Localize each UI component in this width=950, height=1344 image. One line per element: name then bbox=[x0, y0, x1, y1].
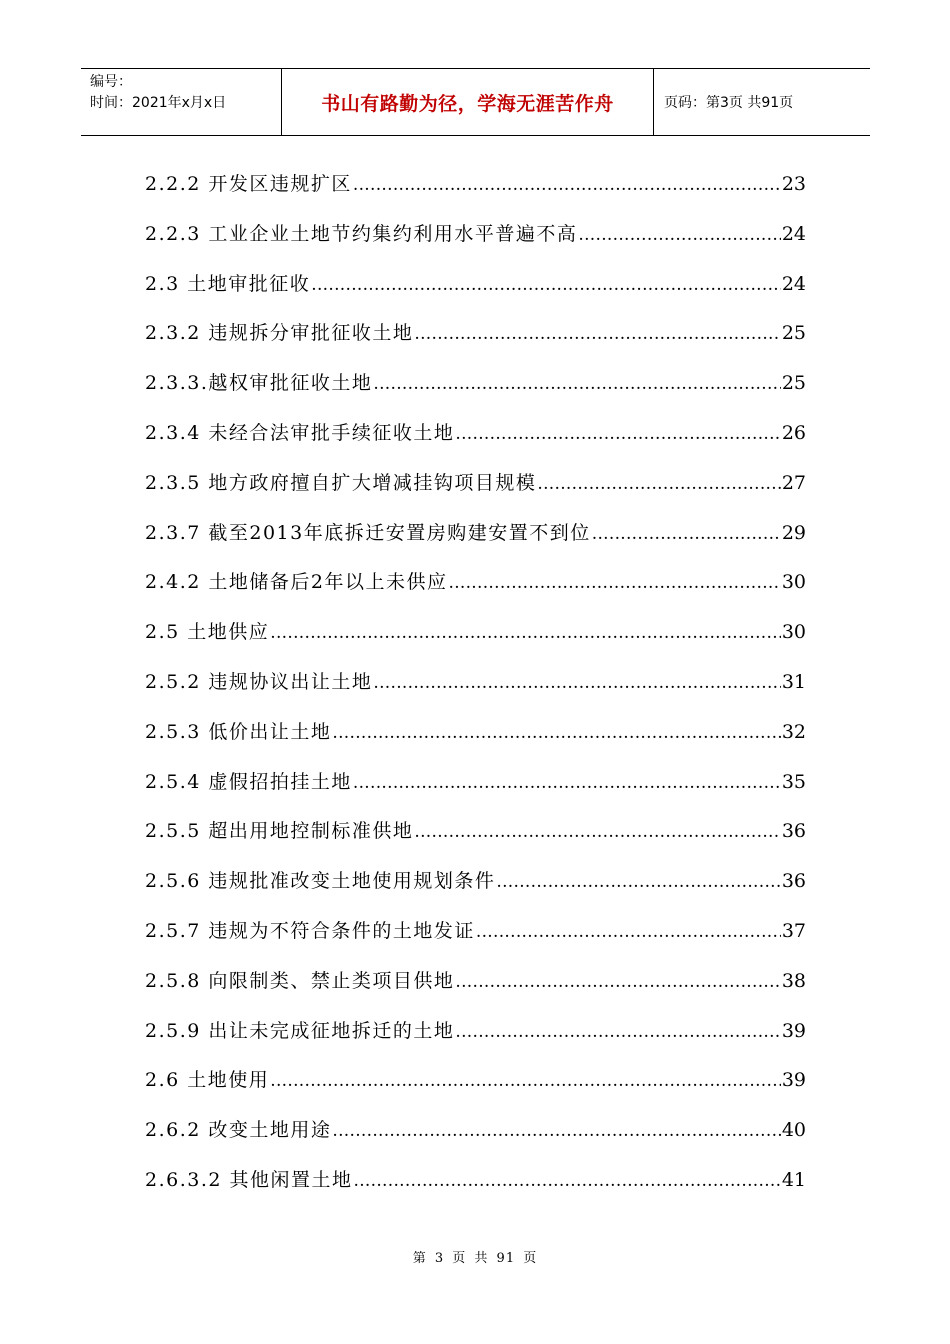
toc-leader bbox=[496, 864, 780, 900]
toc-entry-title: 2.2.2 开发区违规扩区 bbox=[145, 173, 352, 195]
toc-entry-title: 2.5.7 违规为不符合条件的土地发证 bbox=[145, 919, 475, 942]
toc-leader bbox=[332, 715, 780, 751]
toc-leader bbox=[592, 516, 781, 552]
header-meta-cell bbox=[81, 69, 282, 135]
toc-entry-page: 24 bbox=[781, 272, 806, 295]
toc-entry[interactable] bbox=[145, 813, 806, 863]
toc-entry[interactable] bbox=[145, 614, 806, 664]
toc-leader bbox=[270, 615, 781, 651]
toc-entry[interactable] bbox=[145, 863, 806, 913]
toc-entry-page: 39 bbox=[781, 1019, 806, 1042]
time-label: 时间：2021年x月x日 bbox=[90, 95, 227, 111]
page-header bbox=[81, 68, 870, 136]
toc-entry-title: 2.4.2 土地储备后2年以上未供应 bbox=[145, 571, 448, 594]
toc-entry-page: 41 bbox=[781, 1168, 806, 1191]
toc-entry-title: 2.3.5 地方政府擅自扩大增减挂钩项目规模 bbox=[145, 471, 537, 494]
toc-entry-page: 36 bbox=[781, 870, 806, 893]
toc-leader bbox=[353, 765, 781, 801]
toc-entry[interactable] bbox=[145, 515, 806, 565]
toc-entry-page: 38 bbox=[781, 969, 806, 992]
toc-entry-title: 2.3 土地审批征收 bbox=[145, 272, 311, 295]
toc-entry-page: 35 bbox=[781, 770, 806, 793]
toc-entry-title: 2.3.3.越权审批征收土地 bbox=[145, 372, 373, 395]
toc-leader bbox=[373, 366, 780, 402]
toc-entry-title: 2.6.3.2 其他闲置土地 bbox=[145, 1168, 353, 1191]
toc-entry[interactable] bbox=[145, 1013, 806, 1063]
toc-entry-title: 2.5.2 违规协议出让土地 bbox=[145, 670, 373, 693]
toc-entry-page: 25 bbox=[781, 372, 806, 395]
toc-entry-page: 31 bbox=[781, 670, 806, 693]
toc-leader bbox=[455, 1014, 780, 1050]
serial-label: 编号： bbox=[90, 74, 132, 90]
toc-leader bbox=[455, 416, 780, 452]
toc-entry-title: 2.5.5 超出用地控制标准供地 bbox=[145, 820, 414, 843]
toc-leader bbox=[373, 665, 780, 701]
toc-entry-page: 30 bbox=[781, 571, 806, 594]
toc-entry-page: 29 bbox=[781, 521, 806, 544]
toc-leader bbox=[332, 1113, 780, 1149]
toc-entry-title: 2.5.3 低价出让土地 bbox=[145, 720, 332, 743]
toc-entry[interactable] bbox=[145, 216, 806, 266]
toc-leader bbox=[311, 267, 781, 303]
toc-entry-page: 25 bbox=[781, 322, 806, 345]
toc-entry-title: 2.5.9 出让未完成征地拆迁的土地 bbox=[145, 1019, 455, 1042]
toc-entry-title: 2.5.8 向限制类、禁止类项目供地 bbox=[145, 969, 455, 992]
toc-entry-page: 26 bbox=[781, 421, 806, 444]
toc-entry-title: 2.5.4 虚假招拍挂土地 bbox=[145, 770, 352, 793]
page-footer bbox=[0, 1247, 950, 1266]
toc-leader bbox=[414, 814, 780, 850]
toc-entry-page: 39 bbox=[781, 1069, 806, 1092]
toc-entry-page: 23 bbox=[781, 173, 806, 195]
toc-entry[interactable] bbox=[145, 963, 806, 1013]
toc-entry[interactable] bbox=[145, 1062, 806, 1112]
toc-entry-title: 2.2.3 工业企业土地节约集约利用水平普遍不高 bbox=[145, 222, 578, 245]
toc-entry[interactable] bbox=[145, 415, 806, 465]
toc-entry[interactable] bbox=[145, 764, 806, 814]
toc-entry-page: 32 bbox=[781, 720, 806, 743]
toc-entry[interactable] bbox=[145, 465, 806, 515]
toc-entry[interactable] bbox=[145, 166, 806, 216]
header-motto-cell bbox=[282, 69, 654, 135]
toc-entry[interactable] bbox=[145, 266, 806, 316]
footer-page-number: 第 3 页 共 91 页 bbox=[412, 1251, 538, 1266]
toc-entry-title: 2.5.6 违规批准改变土地使用规划条件 bbox=[145, 870, 496, 893]
toc-entry[interactable] bbox=[145, 664, 806, 714]
toc-leader bbox=[448, 565, 780, 601]
toc-entry-title: 2.6 土地使用 bbox=[145, 1069, 270, 1092]
toc-entry[interactable] bbox=[145, 315, 806, 365]
toc-leader bbox=[414, 316, 780, 352]
toc-entry[interactable] bbox=[145, 564, 806, 614]
header-motto: 书山有路勤为径，学海无涯苦作舟 bbox=[321, 92, 614, 115]
toc-entry-page: 24 bbox=[781, 222, 806, 245]
toc-leader bbox=[354, 1163, 781, 1199]
toc-entry-page: 36 bbox=[781, 820, 806, 843]
toc-entry[interactable] bbox=[145, 1162, 806, 1212]
header-page-info: 页码：第3页 共91页 bbox=[664, 95, 794, 111]
header-page-cell bbox=[654, 69, 870, 135]
toc-leader bbox=[537, 466, 780, 502]
toc-entry[interactable] bbox=[145, 365, 806, 415]
toc-entry-page: 40 bbox=[781, 1119, 806, 1142]
toc-leader bbox=[476, 914, 781, 950]
toc-entry-page: 30 bbox=[781, 621, 806, 644]
toc-entry-title: 2.3.7 截至2013年底拆迁安置房购建安置不到位 bbox=[145, 521, 591, 544]
toc-leader bbox=[455, 964, 780, 1000]
table-of-contents bbox=[145, 166, 806, 1212]
toc-entry-title: 2.6.2 改变土地用途 bbox=[145, 1119, 332, 1142]
toc-entry-page: 37 bbox=[781, 919, 806, 942]
toc-entry[interactable] bbox=[145, 714, 806, 764]
toc-entry-title: 2.5 土地供应 bbox=[145, 621, 270, 644]
toc-entry[interactable] bbox=[145, 913, 806, 963]
toc-entry[interactable] bbox=[145, 1112, 806, 1162]
toc-leader bbox=[270, 1063, 781, 1099]
toc-leader bbox=[353, 167, 781, 203]
toc-entry-page: 27 bbox=[781, 471, 806, 494]
toc-leader bbox=[578, 217, 780, 253]
toc-entry-title: 2.3.4 未经合法审批手续征收土地 bbox=[145, 421, 455, 444]
toc-entry-title: 2.3.2 违规拆分审批征收土地 bbox=[145, 322, 414, 345]
